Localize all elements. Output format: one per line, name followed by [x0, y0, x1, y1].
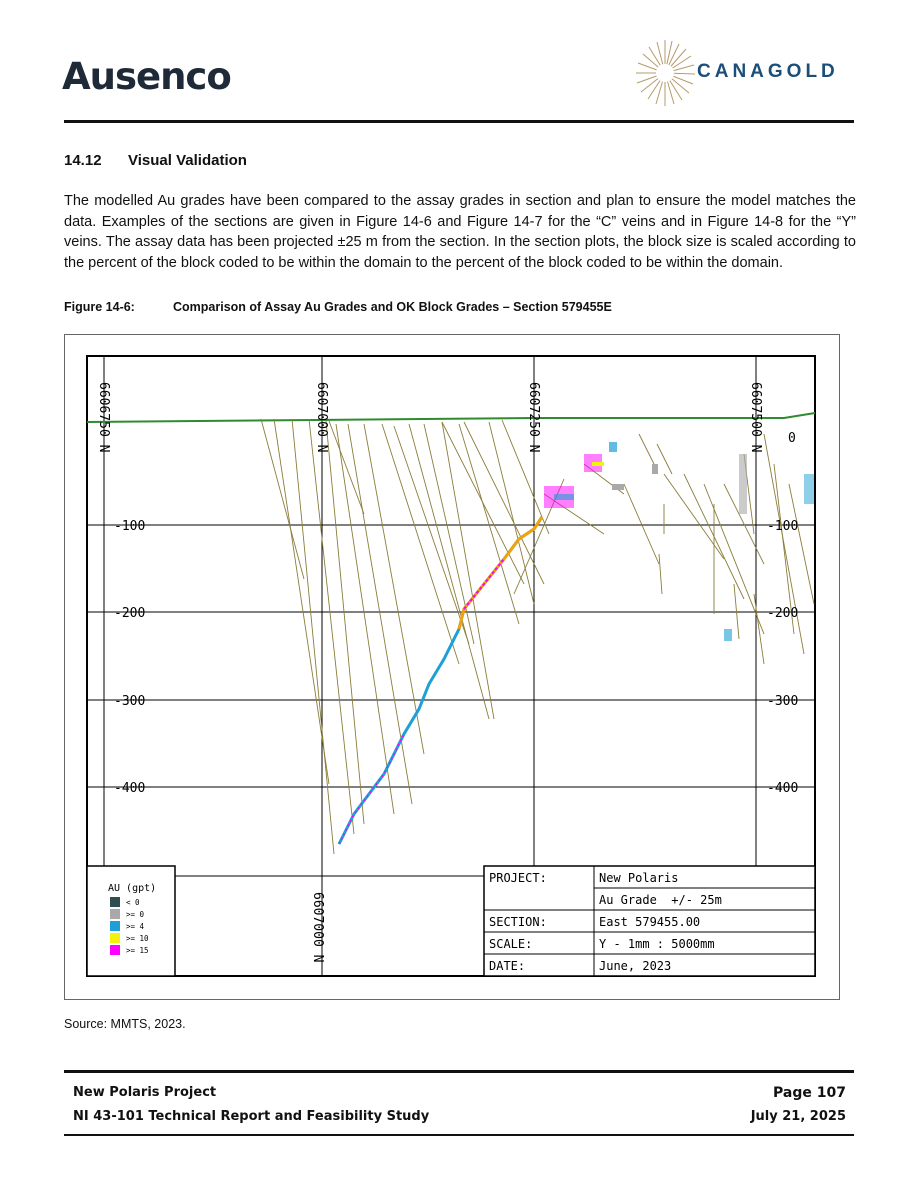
- figure-source: Source: MMTS, 2023.: [64, 1017, 186, 1031]
- legend-swatch-4: [110, 933, 120, 943]
- elevation-right-2: -100: [767, 519, 799, 534]
- canagold-logo-text: CANAGOLD: [697, 61, 839, 82]
- legend-swatch-5: [110, 945, 120, 955]
- northing-label-bottom: 6607000 N: [310, 892, 325, 963]
- ausenco-logo-text: Ausenco: [62, 55, 231, 98]
- title-block-project-label: PROJECT:: [489, 871, 547, 885]
- header-rule: [64, 120, 854, 123]
- footer-project: New Polaris Project: [73, 1085, 217, 1100]
- title-block-project-value: New Polaris: [599, 871, 679, 885]
- title-block-section-label: SECTION:: [489, 915, 547, 929]
- title-block: [484, 866, 815, 976]
- legend-label-1: < 0: [126, 898, 140, 907]
- section-title: Visual Validation: [128, 152, 247, 169]
- northing-label-1: 6606750 N: [96, 382, 111, 453]
- elevation-right-1: 0: [788, 431, 796, 446]
- figure-caption: [64, 300, 612, 314]
- legend-swatch-1: [110, 897, 120, 907]
- elevation-labels: [114, 431, 798, 796]
- legend-label-2: >= 0: [126, 910, 145, 919]
- ausenco-logo: [62, 55, 231, 99]
- elevation-left-3: -300: [114, 694, 146, 709]
- title-block-scale-label: SCALE:: [489, 937, 533, 951]
- title-block-date-value: June, 2023: [599, 959, 672, 973]
- legend-label-3: >= 4: [126, 922, 145, 931]
- elevation-right-4: -300: [767, 694, 799, 709]
- legend-swatch-3: [110, 921, 120, 931]
- northing-label-4: 6607500 N: [748, 382, 763, 453]
- legend-label-5: >= 15: [126, 946, 149, 955]
- legend: [87, 866, 175, 976]
- footer-rule-top: [64, 1070, 854, 1073]
- northing-label-2: 6607000 N: [314, 382, 329, 453]
- section-number: 14.12: [64, 152, 102, 169]
- footer-report-title: NI 43-101 Technical Report and Feasibility Study: [73, 1109, 430, 1124]
- northing-label-3: 6607250 N: [526, 382, 541, 453]
- elevation-left-4: -400: [114, 781, 146, 796]
- section-heading: [64, 152, 247, 169]
- title-block-grade-value: Au Grade +/- 25m: [599, 893, 722, 907]
- elevation-left-2: -200: [114, 606, 146, 621]
- footer-rule-bottom: [64, 1134, 854, 1136]
- vein-trace-blue: [339, 517, 542, 844]
- title-block-date-label: DATE:: [489, 959, 526, 973]
- figure-caption-text: Comparison of Assay Au Grades and OK Block Grades – Section 579455E: [173, 300, 612, 314]
- figure-number: Figure 14-6:: [64, 300, 135, 314]
- figure-frame: [64, 334, 840, 1000]
- cross-section-plot: [64, 334, 840, 1000]
- legend-label-4: >= 10: [126, 934, 149, 943]
- elevation-right-3: -200: [767, 606, 799, 621]
- topography-line: [87, 413, 815, 422]
- footer-page-number: Page 107: [773, 1085, 846, 1101]
- title-block-scale-value: Y - 1mm : 5000mm: [599, 937, 715, 951]
- title-block-section-value: East 579455.00: [599, 915, 701, 929]
- body-paragraph: The modelled Au grades have been compared to the assay grades in section and plan to ensure the model matches the data. Examples of the sections are given in Figure 14-6 and Figure 14-7 for the “C” veins and in Figure 14-8 for the “Y” veins. The assay data has been projected ±25 m from the section. In the section plots, the block size is scaled according to the percent of the block coded to be within the domain to the percent of the block coded to be within the domain.: [64, 193, 856, 271]
- legend-title: AU (gpt): [108, 883, 157, 894]
- footer-date: July 21, 2025: [750, 1109, 846, 1124]
- elevation-left-1: -100: [114, 519, 146, 534]
- legend-swatch-2: [110, 909, 120, 919]
- elevation-right-5: -400: [767, 781, 799, 796]
